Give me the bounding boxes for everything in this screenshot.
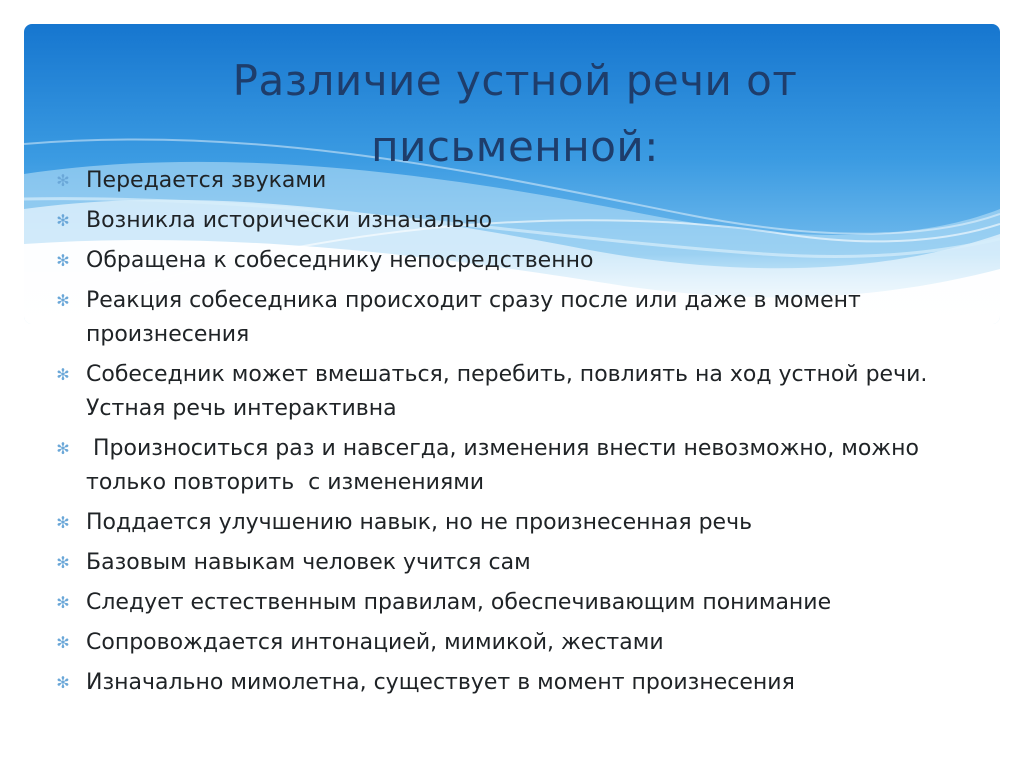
list-item bbox=[54, 586, 984, 620]
list-item bbox=[54, 204, 984, 238]
list-item-text: Сопровождается интонацией, мимикой, жестами bbox=[86, 630, 664, 655]
asterisk-bullet-icon: ✻ bbox=[56, 291, 70, 310]
asterisk-bullet-icon: ✻ bbox=[56, 633, 70, 652]
asterisk-bullet-icon: ✻ bbox=[56, 171, 70, 190]
asterisk-bullet-icon: ✻ bbox=[56, 365, 70, 384]
list-item-text: Следует естественным правилам, обеспечивающим понимание bbox=[86, 590, 832, 615]
asterisk-bullet-icon: ✻ bbox=[56, 211, 70, 230]
list-item-text: Поддается улучшению навык, но не произнесенная речь bbox=[86, 510, 753, 535]
list-item bbox=[54, 506, 984, 540]
list-item bbox=[54, 546, 984, 580]
list-item bbox=[54, 358, 984, 426]
list-item-text: Произноситься раз и навсегда, изменения внести невозможно, можно только повторить с изменениями bbox=[86, 436, 926, 495]
list-item bbox=[54, 432, 984, 500]
asterisk-bullet-icon: ✻ bbox=[56, 439, 70, 458]
slide-title: Различие устной речи от письменной: bbox=[232, 56, 798, 171]
list-item bbox=[54, 284, 984, 352]
asterisk-bullet-icon: ✻ bbox=[56, 593, 70, 612]
list-item-text: Базовым навыкам человек учится сам bbox=[86, 550, 531, 575]
list-item bbox=[54, 164, 984, 198]
asterisk-bullet-icon: ✻ bbox=[56, 553, 70, 572]
asterisk-bullet-icon: ✻ bbox=[56, 251, 70, 270]
asterisk-bullet-icon: ✻ bbox=[56, 513, 70, 532]
list-item-text: Возникла исторически изначально bbox=[86, 208, 493, 233]
list-item-text: Реакция собеседника происходит сразу после или даже в момент произнесения bbox=[86, 288, 861, 347]
asterisk-bullet-icon: ✻ bbox=[56, 673, 70, 692]
list-item-text: Изначально мимолетна, существует в момент произнесения bbox=[86, 670, 795, 695]
bullet-list bbox=[54, 164, 984, 706]
list-item bbox=[54, 626, 984, 660]
list-item bbox=[54, 244, 984, 278]
list-item bbox=[54, 666, 984, 700]
list-item-text: Собеседник может вмешаться, перебить, повлиять на ход устной речи. Устная речь интерактивна bbox=[86, 362, 928, 421]
list-item-text: Обращена к собеседнику непосредственно bbox=[86, 248, 594, 273]
list-item-text: Передается звуками bbox=[86, 168, 327, 193]
